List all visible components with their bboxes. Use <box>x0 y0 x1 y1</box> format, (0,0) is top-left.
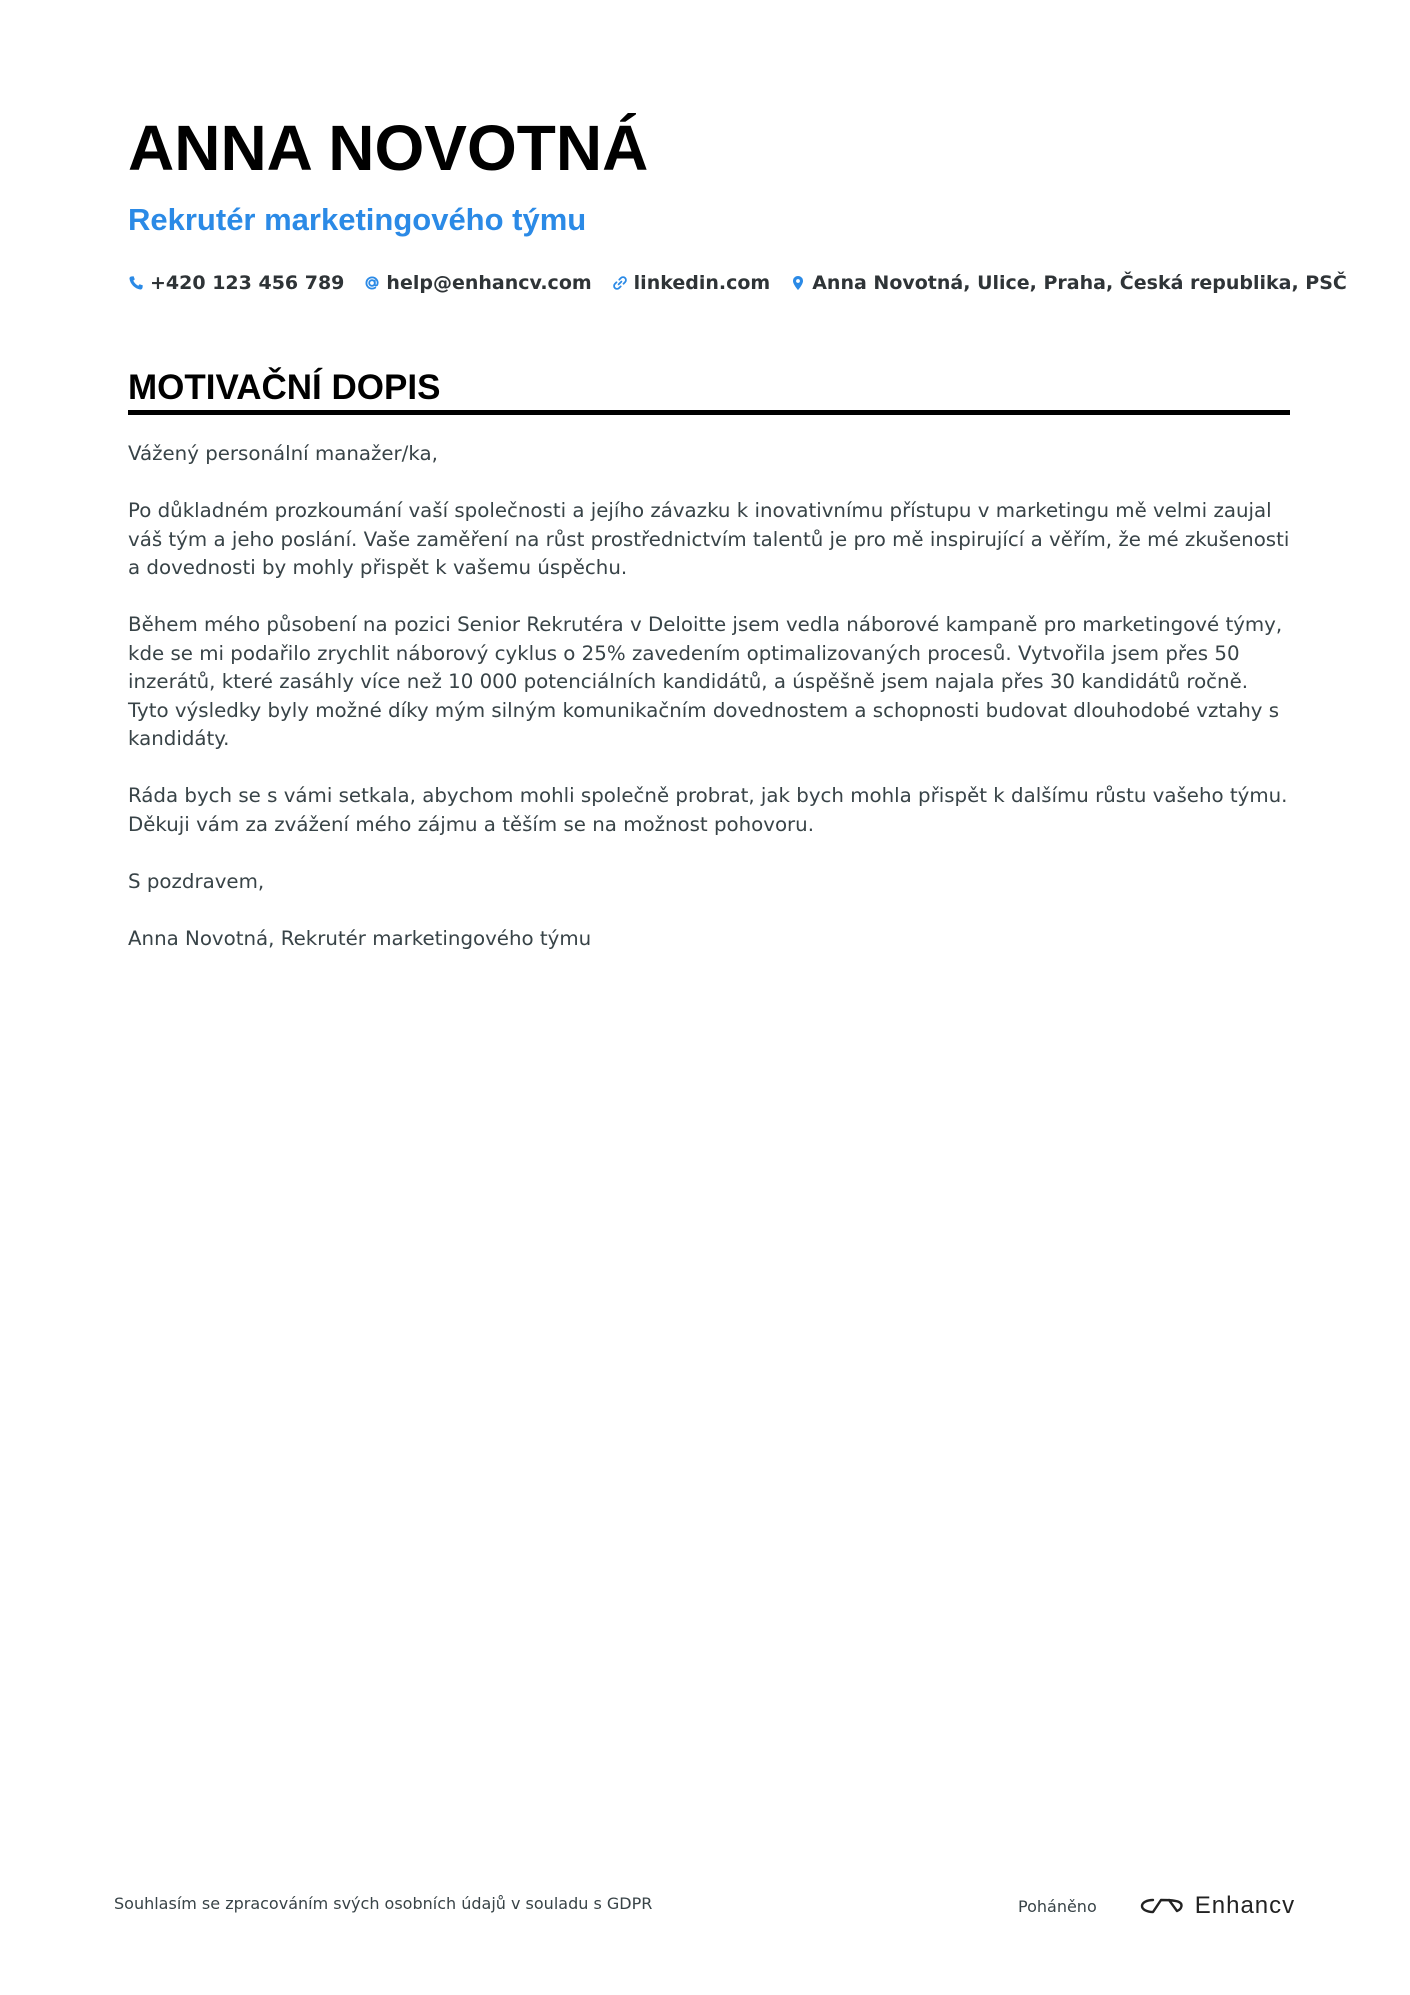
section-divider <box>128 410 1290 415</box>
at-icon <box>364 275 380 291</box>
contact-phone[interactable] <box>128 272 344 294</box>
footer-branding <box>1018 1892 1295 1920</box>
contact-bar <box>128 272 1347 294</box>
contact-phone-text: +420 123 456 789 <box>150 272 345 294</box>
letter-body <box>128 440 1290 982</box>
contact-email-text: help@enhancv.com <box>386 272 592 294</box>
contact-address <box>790 272 1347 294</box>
candidate-role: Rekrutér marketingového týmu <box>128 202 587 237</box>
gdpr-consent: Souhlasím se zpracováním svých osobních údajů v souladu s GDPR <box>114 1894 653 1913</box>
letter-paragraph: Po důkladném prozkoumání vaší společnosti a jejího závazku k inovativnímu přístupu v marketingu mě velmi zaujal váš tým a jeho poslání. Vaše zaměření na růst prostřednictvím talentů je pro mě inspirující a věřím, že mé zkušenosti a dovednosti by mohly přispět k vašemu úspěchu. <box>128 499 1290 579</box>
powered-by-label: Poháněno <box>1018 1896 1097 1916</box>
header <box>128 108 1347 294</box>
enhancv-logo[interactable] <box>1139 1892 1295 1920</box>
contact-address-text: Anna Novotná, Ulice, Praha, Česká republika, PSČ <box>812 272 1347 294</box>
letter-paragraph: Během mého působení na pozici Senior Rekrutéra v Deloitte jsem vedla náborové kampaně pro marketingové týmy, kde se mi podařilo zrychlit náborový cyklus o 25% zavedením optimalizovaných procesů. Vytvořila jsem přes 50 inzerátů, které zasáhly více než 10 000 potenciálních kandidátů, a úspěšně jsem najala přes 30 kandidátů ročně. Tyto výsledky byly možné díky mým silným komunikačním dovednostem a schopnosti budovat dlouhodobé vztahy s kandidáty. <box>128 613 1283 750</box>
link-icon <box>612 275 628 291</box>
location-pin-icon <box>790 275 806 291</box>
phone-icon <box>128 275 144 291</box>
candidate-name: ANNA NOVOTNÁ <box>128 112 649 184</box>
letter-greeting: Vážený personální manažer/ka, <box>128 442 438 465</box>
contact-linkedin[interactable] <box>612 272 771 294</box>
letter-closing: S pozdravem, <box>128 869 265 893</box>
brand-name: Enhancv <box>1194 1892 1296 1919</box>
letter-paragraph: Ráda bych se s vámi setkala, abychom mohli společně probrat, jak bych mohla přispět k dalšímu růstu vašeho týmu. Děkuji vám za zvážení mého zájmu a těším se na možnost pohovoru. <box>128 784 1288 836</box>
enhancv-logo-icon <box>1139 1894 1185 1918</box>
letter-signature: Anna Novotná, Rekrutér marketingového týmu <box>128 926 592 950</box>
section-title: MOTIVAČNÍ DOPIS <box>128 368 441 407</box>
contact-linkedin-text: linkedin.com <box>633 272 771 294</box>
contact-email[interactable] <box>364 272 591 294</box>
